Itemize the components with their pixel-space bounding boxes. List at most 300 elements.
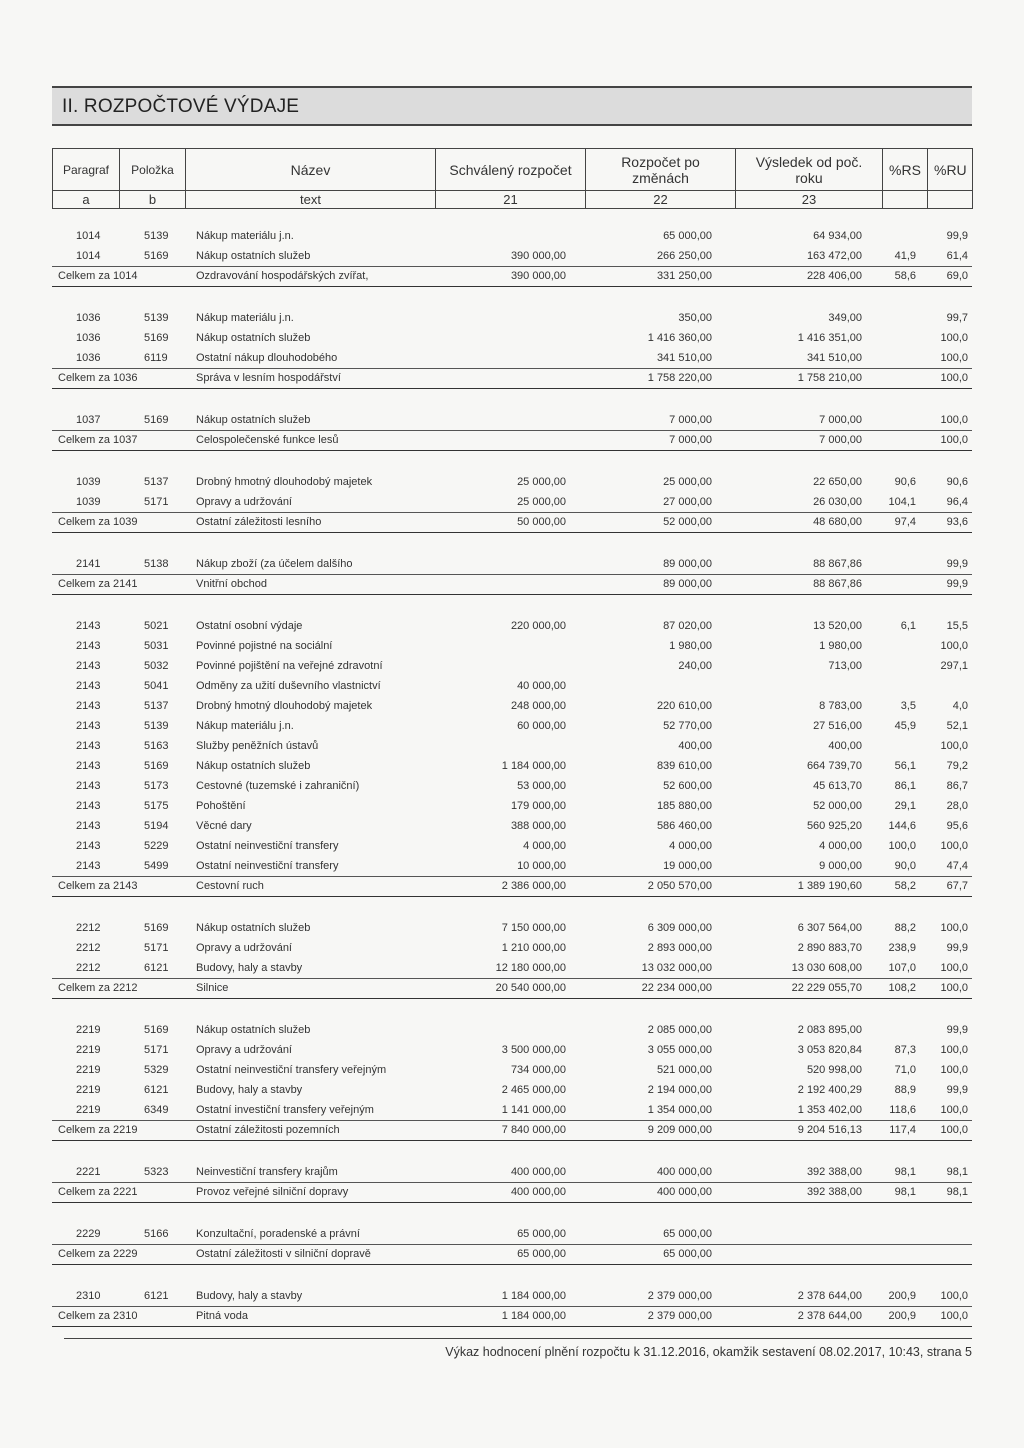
schvaleny-cell: 53 000,00: [517, 780, 566, 792]
total-schvaleny-cell: 50 000,00: [517, 516, 566, 528]
table-row: [52, 656, 972, 676]
total-row: [52, 978, 972, 999]
vysledek-cell: 27 516,00: [813, 720, 862, 732]
vysledek-cell: 13 520,00: [813, 620, 862, 632]
vysledek-cell: 13 030 608,00: [791, 962, 862, 974]
table-row: [52, 246, 972, 266]
total-label: Celkem za 2310: [58, 1310, 138, 1322]
header-paragraf: Paragraf: [53, 149, 120, 191]
table-row: [52, 918, 972, 938]
total-row: [52, 1244, 972, 1265]
rozpocet-cell: 65 000,00: [663, 1228, 712, 1240]
pru-cell: 99,9: [946, 230, 968, 242]
rozpocet-cell: 52 770,00: [663, 720, 712, 732]
nazev-cell: Služby peněžních ústavů: [196, 740, 319, 752]
total-nazev-cell: Ostatní záležitosti pozemních: [196, 1124, 340, 1136]
vysledek-cell: 9 000,00: [819, 860, 862, 872]
polozka-cell: 5171: [144, 1044, 169, 1056]
total-vysledek-cell: 2 378 644,00: [797, 1310, 862, 1322]
rozpocet-cell: 7 000,00: [669, 414, 712, 426]
rozpocet-cell: 266 250,00: [656, 250, 712, 262]
table-row: [52, 1080, 972, 1100]
pru-cell: 297,1: [940, 660, 968, 672]
prs-cell: 86,1: [894, 780, 916, 792]
schvaleny-cell: 1 184 000,00: [501, 1290, 566, 1302]
polozka-cell: 5166: [144, 1228, 169, 1240]
schvaleny-cell: 1 184 000,00: [501, 760, 566, 772]
pru-cell: 99,9: [946, 942, 968, 954]
prs-cell: 104,1: [888, 496, 916, 508]
pru-cell: 99,9: [946, 1084, 968, 1096]
table-row: [52, 410, 972, 430]
rozpocet-cell: 240,00: [678, 660, 712, 672]
prs-cell: 90,0: [894, 860, 916, 872]
pru-cell: 100,0: [940, 922, 968, 934]
paragraf-cell: 2141: [76, 558, 101, 570]
header-sub-21: 21: [436, 191, 586, 209]
table-row: [52, 776, 972, 796]
total-vysledek-cell: 7 000,00: [819, 434, 862, 446]
schvaleny-cell: 390 000,00: [510, 250, 566, 262]
total-prs-cell: 200,9: [888, 1310, 916, 1322]
total-label: Celkem za 2141: [58, 578, 138, 590]
nazev-cell: Nákup ostatních služeb: [196, 922, 311, 934]
pru-cell: 47,4: [946, 860, 968, 872]
pru-cell: 95,6: [946, 820, 968, 832]
polozka-cell: 5194: [144, 820, 169, 832]
vysledek-cell: 2 083 895,00: [797, 1024, 862, 1036]
rozpocet-cell: 4 000,00: [669, 840, 712, 852]
polozka-cell: 6349: [144, 1104, 169, 1116]
vysledek-cell: 22 650,00: [813, 476, 862, 488]
total-vysledek-cell: 88 867,86: [813, 578, 862, 590]
nazev-cell: Nákup ostatních služeb: [196, 760, 311, 772]
paragraf-cell: 2212: [76, 942, 101, 954]
prs-cell: 144,6: [888, 820, 916, 832]
total-prs-cell: 98,1: [894, 1186, 916, 1198]
total-prs-cell: 117,4: [889, 1124, 916, 1136]
nazev-cell: Budovy, haly a stavby: [196, 1084, 303, 1096]
prs-cell: 6,1: [900, 620, 916, 632]
total-label: Celkem za 2229: [58, 1248, 138, 1260]
total-schvaleny-cell: 390 000,00: [510, 270, 566, 282]
paragraf-cell: 2310: [76, 1290, 101, 1302]
group-spacer: [52, 1265, 972, 1286]
polozka-cell: 5169: [144, 332, 169, 344]
polozka-cell: 5139: [144, 230, 169, 242]
total-nazev-cell: Silnice: [196, 982, 229, 994]
table-row: [52, 1020, 972, 1040]
polozka-cell: 5031: [144, 640, 169, 652]
total-pru-cell: 98,1: [946, 1186, 968, 1198]
polozka-cell: 5229: [144, 840, 169, 852]
prs-cell: 3,5: [900, 700, 916, 712]
total-schvaleny-cell: 20 540 000,00: [495, 982, 566, 994]
header-sub-22: 22: [586, 191, 736, 209]
rozpocet-cell: 400,00: [678, 740, 712, 752]
total-label: Celkem za 1039: [58, 516, 138, 528]
schvaleny-cell: 388 000,00: [510, 820, 566, 832]
nazev-cell: Ostatní neinvestiční transfery: [196, 860, 339, 872]
rozpocet-cell: 1 980,00: [669, 640, 712, 652]
table-row: [52, 226, 972, 246]
total-nazev-cell: Celospolečenské funkce lesů: [196, 434, 339, 446]
total-row: [52, 876, 972, 897]
rozpocet-cell: 185 880,00: [656, 800, 712, 812]
nazev-cell: Nákup ostatních služeb: [196, 1024, 311, 1036]
table-row: [52, 472, 972, 492]
nazev-cell: Pohoštění: [196, 800, 246, 812]
table-row: [52, 676, 972, 696]
polozka-cell: 5169: [144, 922, 169, 934]
vysledek-cell: 3 053 820,84: [797, 1044, 862, 1056]
schvaleny-cell: 4 000,00: [523, 840, 566, 852]
total-row: [52, 430, 972, 451]
paragraf-cell: 2143: [76, 840, 101, 852]
vysledek-cell: 64 934,00: [813, 230, 862, 242]
pru-cell: 90,6: [946, 476, 968, 488]
table-row: [52, 1224, 972, 1244]
column-header-table: [52, 148, 973, 209]
rozpocet-cell: 350,00: [678, 312, 712, 324]
polozka-cell: 5173: [144, 780, 169, 792]
table-row: [52, 616, 972, 636]
nazev-cell: Ostatní neinvestiční transfery veřejným: [196, 1064, 387, 1076]
group-spacer: [52, 533, 972, 554]
pru-cell: 28,0: [946, 800, 968, 812]
polozka-cell: 6119: [144, 352, 168, 364]
paragraf-cell: 2143: [76, 760, 101, 772]
nazev-cell: Nákup materiálu j.n.: [196, 312, 294, 324]
total-row: [52, 1120, 972, 1141]
schvaleny-cell: 12 180 000,00: [495, 962, 566, 974]
total-nazev-cell: Ozdravování hospodářských zvířat,: [196, 270, 369, 282]
nazev-cell: Drobný hmotný dlouhodobý majetek: [196, 476, 373, 488]
rozpocet-cell: 89 000,00: [663, 558, 712, 570]
nazev-cell: Ostatní investiční transfery veřejným: [196, 1104, 374, 1116]
table-row: [52, 836, 972, 856]
section-title: II. ROZPOČTOVÉ VÝDAJE: [62, 96, 300, 117]
total-schvaleny-cell: 7 840 000,00: [501, 1124, 566, 1136]
table-row: [52, 1286, 972, 1306]
table-row: [52, 554, 972, 574]
rozpocet-cell: 586 460,00: [656, 820, 712, 832]
total-rozpocet-cell: 1 758 220,00: [647, 372, 712, 384]
total-vysledek-cell: 392 388,00: [806, 1186, 862, 1198]
total-vysledek-cell: 22 229 055,70: [791, 982, 862, 994]
rozpocet-cell: 19 000,00: [663, 860, 712, 872]
schvaleny-cell: 65 000,00: [517, 1228, 566, 1240]
table-row: [52, 958, 972, 978]
polozka-cell: 5169: [144, 250, 169, 262]
table-row: [52, 938, 972, 958]
vysledek-cell: 560 925,20: [806, 820, 862, 832]
paragraf-cell: 2143: [76, 720, 101, 732]
table-row: [52, 756, 972, 776]
paragraf-cell: 1014: [76, 250, 101, 262]
total-nazev-cell: Provoz veřejné silniční dopravy: [196, 1186, 349, 1198]
section-title-bar: [52, 86, 972, 126]
schvaleny-cell: 60 000,00: [517, 720, 566, 732]
footer-divider: [64, 1338, 972, 1339]
total-label: Celkem za 2212: [58, 982, 138, 994]
vysledek-cell: 341 510,00: [806, 352, 862, 364]
total-pru-cell: 69,0: [946, 270, 968, 282]
schvaleny-cell: 2 465 000,00: [501, 1084, 566, 1096]
group-spacer: [52, 897, 972, 918]
pru-cell: 100,0: [940, 962, 968, 974]
pru-cell: 100,0: [940, 332, 968, 344]
nazev-cell: Konzultační, poradenské a právní: [196, 1228, 360, 1240]
paragraf-cell: 2143: [76, 780, 101, 792]
pru-cell: 61,4: [946, 250, 968, 262]
total-rozpocet-cell: 22 234 000,00: [641, 982, 712, 994]
paragraf-cell: 1036: [76, 352, 101, 364]
vysledek-cell: 2 378 644,00: [797, 1290, 862, 1302]
prs-cell: 45,9: [894, 720, 916, 732]
paragraf-cell: 1036: [76, 332, 101, 344]
vysledek-cell: 52 000,00: [813, 800, 862, 812]
prs-cell: 118,6: [889, 1104, 916, 1116]
nazev-cell: Povinné pojistné na sociální: [196, 640, 333, 652]
paragraf-cell: 2143: [76, 620, 101, 632]
rozpocet-cell: 220 610,00: [656, 700, 712, 712]
total-pru-cell: 67,7: [946, 880, 968, 892]
vysledek-cell: 400,00: [828, 740, 862, 752]
paragraf-cell: 2143: [76, 660, 101, 672]
vysledek-cell: 7 000,00: [819, 414, 862, 426]
total-rozpocet-cell: 331 250,00: [656, 270, 712, 282]
paragraf-cell: 2143: [76, 640, 101, 652]
total-label: Celkem za 1014: [58, 270, 138, 282]
vysledek-cell: 26 030,00: [813, 496, 862, 508]
rozpocet-cell: 1 354 000,00: [647, 1104, 712, 1116]
total-pru-cell: 100,0: [940, 1124, 968, 1136]
prs-cell: 41,9: [894, 250, 916, 262]
paragraf-cell: 1014: [76, 230, 101, 242]
schvaleny-cell: 1 141 000,00: [501, 1104, 566, 1116]
total-nazev-cell: Ostatní záležitosti lesního: [196, 516, 322, 528]
polozka-cell: 5137: [144, 476, 169, 488]
total-vysledek-cell: 1 389 190,60: [797, 880, 862, 892]
schvaleny-cell: 400 000,00: [510, 1166, 566, 1178]
vysledek-cell: 163 472,00: [806, 250, 862, 262]
total-prs-cell: 58,6: [894, 270, 916, 282]
prs-cell: 88,9: [894, 1084, 916, 1096]
vysledek-cell: 1 416 351,00: [797, 332, 862, 344]
table-row: [52, 1040, 972, 1060]
total-rozpocet-cell: 52 000,00: [663, 516, 712, 528]
vysledek-cell: 1 980,00: [819, 640, 862, 652]
paragraf-cell: 2143: [76, 800, 101, 812]
rozpocet-cell: 1 416 360,00: [647, 332, 712, 344]
header-sub-pru: [928, 191, 973, 209]
prs-cell: 71,0: [894, 1064, 916, 1076]
prs-cell: 100,0: [888, 840, 916, 852]
nazev-cell: Nákup zboží (za účelem dalšího: [196, 558, 353, 570]
pru-cell: 99,9: [946, 558, 968, 570]
header-sub-23: 23: [736, 191, 883, 209]
polozka-cell: 5323: [144, 1166, 169, 1178]
table-row: [52, 636, 972, 656]
pru-cell: 100,0: [940, 1064, 968, 1076]
pru-cell: 52,1: [946, 720, 968, 732]
vysledek-cell: 2 890 883,70: [797, 942, 862, 954]
rozpocet-cell: 52 600,00: [663, 780, 712, 792]
vysledek-cell: 45 613,70: [813, 780, 862, 792]
pru-cell: 15,5: [946, 620, 968, 632]
rozpocet-cell: 6 309 000,00: [647, 922, 712, 934]
prs-cell: 238,9: [888, 942, 916, 954]
total-prs-cell: 58,2: [894, 880, 916, 892]
paragraf-cell: 1036: [76, 312, 101, 324]
polozka-cell: 5139: [144, 312, 169, 324]
pru-cell: 100,0: [940, 352, 968, 364]
header-sub-text: text: [186, 191, 436, 209]
polozka-cell: 5169: [144, 760, 169, 772]
rozpocet-cell: 27 000,00: [663, 496, 712, 508]
vysledek-cell: 713,00: [828, 660, 862, 672]
group-spacer: [52, 389, 972, 410]
total-nazev-cell: Vnitřní obchod: [196, 578, 267, 590]
paragraf-cell: 2229: [76, 1228, 101, 1240]
rozpocet-cell: 25 000,00: [663, 476, 712, 488]
prs-cell: 56,1: [894, 760, 916, 772]
paragraf-cell: 2219: [76, 1024, 101, 1036]
polozka-cell: 5169: [144, 414, 169, 426]
pru-cell: 100,0: [940, 1044, 968, 1056]
nazev-cell: Povinné pojištění na veřejné zdravotní: [196, 660, 383, 672]
vysledek-cell: 8 783,00: [819, 700, 862, 712]
schvaleny-cell: 10 000,00: [517, 860, 566, 872]
polozka-cell: 5499: [144, 860, 169, 872]
paragraf-cell: 1037: [76, 414, 101, 426]
polozka-cell: 5032: [144, 660, 169, 672]
table-row: [52, 816, 972, 836]
rozpocet-cell: 2 085 000,00: [647, 1024, 712, 1036]
paragraf-cell: 2219: [76, 1064, 101, 1076]
polozka-cell: 5041: [144, 680, 169, 692]
pru-cell: 100,0: [940, 640, 968, 652]
pru-cell: 4,0: [952, 700, 968, 712]
total-nazev-cell: Pitná voda: [196, 1310, 248, 1322]
rozpocet-cell: 521 000,00: [656, 1064, 712, 1076]
total-row: [52, 266, 972, 287]
paragraf-cell: 2212: [76, 922, 101, 934]
prs-cell: 107,0: [888, 962, 916, 974]
polozka-cell: 5163: [144, 740, 169, 752]
polozka-cell: 6121: [144, 1084, 169, 1096]
table-row: [52, 492, 972, 512]
total-nazev-cell: Cestovní ruch: [196, 880, 264, 892]
pru-cell: 100,0: [940, 740, 968, 752]
schvaleny-cell: 220 000,00: [510, 620, 566, 632]
vysledek-cell: 520 998,00: [806, 1064, 862, 1076]
pru-cell: 100,0: [940, 414, 968, 426]
nazev-cell: Odměny za užití duševního vlastnictví: [196, 680, 381, 692]
rozpocet-cell: 65 000,00: [663, 230, 712, 242]
header-polozka: Položka: [120, 149, 186, 191]
table-row: [52, 308, 972, 328]
group-spacer: [52, 287, 972, 308]
total-prs-cell: 108,2: [888, 982, 916, 994]
nazev-cell: Opravy a udržování: [196, 942, 292, 954]
total-nazev-cell: Ostatní záležitosti v silniční dopravě: [196, 1248, 371, 1260]
group-spacer: [52, 999, 972, 1020]
polozka-cell: 5329: [144, 1064, 169, 1076]
polozka-cell: 5169: [144, 1024, 169, 1036]
paragraf-cell: 2219: [76, 1104, 101, 1116]
polozka-cell: 5137: [144, 700, 169, 712]
table-row: [52, 1060, 972, 1080]
total-row: [52, 1306, 972, 1327]
nazev-cell: Neinvestiční transfery krajům: [196, 1166, 338, 1178]
table-row: [52, 348, 972, 368]
rozpocet-cell: 839 610,00: [656, 760, 712, 772]
schvaleny-cell: 7 150 000,00: [501, 922, 566, 934]
total-rozpocet-cell: 2 379 000,00: [647, 1310, 712, 1322]
rozpocet-cell: 2 379 000,00: [647, 1290, 712, 1302]
paragraf-cell: 2143: [76, 820, 101, 832]
schvaleny-cell: 40 000,00: [517, 680, 566, 692]
rozpocet-cell: 341 510,00: [656, 352, 712, 364]
total-pru-cell: 100,0: [940, 1310, 968, 1322]
vysledek-cell: 6 307 564,00: [797, 922, 862, 934]
table-row: [52, 736, 972, 756]
group-spacer: [52, 1141, 972, 1162]
nazev-cell: Budovy, haly a stavby: [196, 1290, 303, 1302]
pru-cell: 100,0: [940, 1104, 968, 1116]
pru-cell: 79,2: [946, 760, 968, 772]
paragraf-cell: 2143: [76, 700, 101, 712]
pru-cell: 99,7: [946, 312, 968, 324]
paragraf-cell: 2143: [76, 740, 101, 752]
rozpocet-cell: 400 000,00: [656, 1166, 712, 1178]
polozka-cell: 5171: [144, 496, 169, 508]
header-pru: %RU: [928, 149, 973, 191]
nazev-cell: Drobný hmotný dlouhodobý majetek: [196, 700, 373, 712]
prs-cell: 29,1: [894, 800, 916, 812]
header-sub-a: a: [53, 191, 120, 209]
nazev-cell: Věcné dary: [196, 820, 252, 832]
total-rozpocet-cell: 7 000,00: [669, 434, 712, 446]
rozpocet-cell: 2 893 000,00: [647, 942, 712, 954]
total-pru-cell: 100,0: [940, 372, 968, 384]
schvaleny-cell: 1 210 000,00: [501, 942, 566, 954]
pru-cell: 100,0: [940, 840, 968, 852]
total-schvaleny-cell: 400 000,00: [510, 1186, 566, 1198]
nazev-cell: Cestovné (tuzemské i zahraniční): [196, 780, 360, 792]
vysledek-cell: 4 000,00: [819, 840, 862, 852]
header-schvaleny: Schválený rozpočet: [436, 149, 586, 191]
total-label: Celkem za 2221: [58, 1186, 138, 1198]
schvaleny-cell: 248 000,00: [510, 700, 566, 712]
polozka-cell: 6121: [144, 1290, 169, 1302]
schvaleny-cell: 3 500 000,00: [501, 1044, 566, 1056]
paragraf-cell: 2212: [76, 962, 101, 974]
total-pru-cell: 100,0: [940, 982, 968, 994]
total-row: [52, 368, 972, 389]
total-prs-cell: 97,4: [894, 516, 916, 528]
vysledek-cell: 392 388,00: [806, 1166, 862, 1178]
rozpocet-cell: 3 055 000,00: [647, 1044, 712, 1056]
nazev-cell: Ostatní osobní výdaje: [196, 620, 303, 632]
total-rozpocet-cell: 400 000,00: [656, 1186, 712, 1198]
rozpocet-cell: 87 020,00: [663, 620, 712, 632]
nazev-cell: Nákup materiálu j.n.: [196, 230, 294, 242]
schvaleny-cell: 179 000,00: [510, 800, 566, 812]
vysledek-cell: 664 739,70: [806, 760, 862, 772]
